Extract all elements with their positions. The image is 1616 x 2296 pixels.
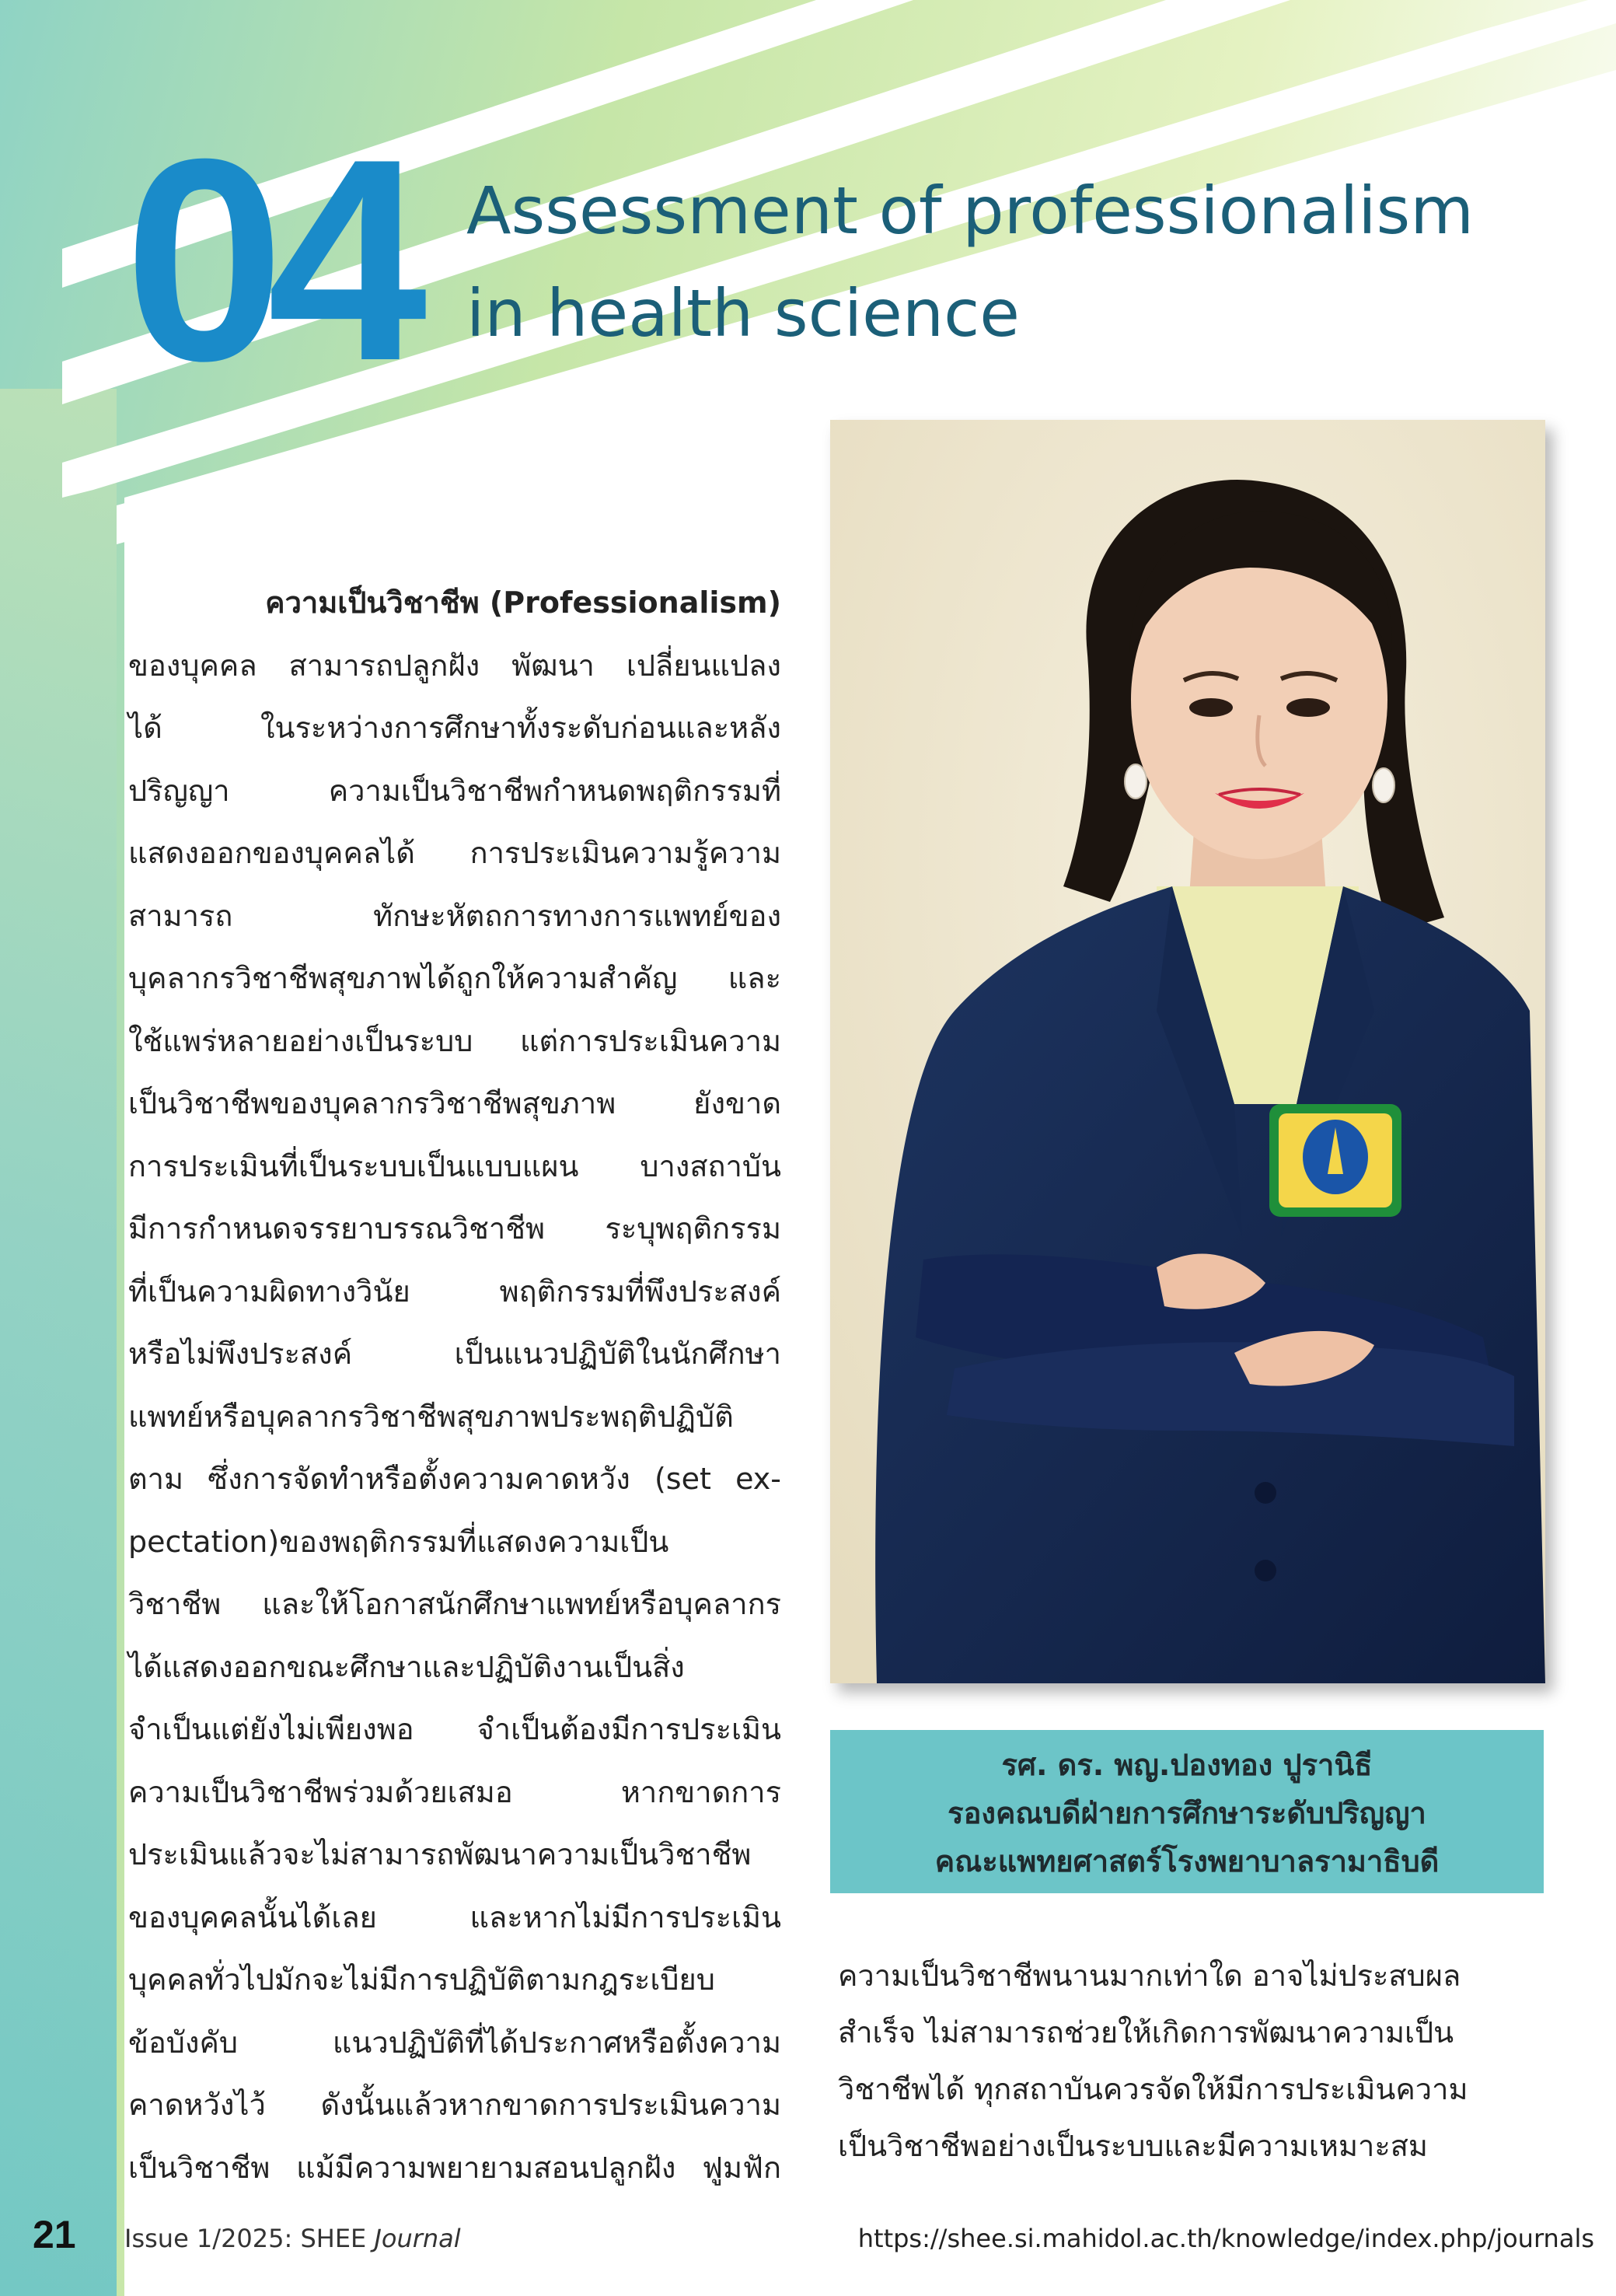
body-line: ที่เป็นความผิดทางวินัย พฤติกรรมที่พึงประสงค์ [128,1274,781,1309]
caption-faculty: คณะแพทยศาสตร์โรงพยาบาลรามาธิบดี [934,1844,1440,1878]
article-title-line-2: in health science [466,275,1020,351]
body-line: หรือไม่พึงประสงค์ เป็นแนวปฏิบัติในนักศึกษา [128,1337,781,1371]
body-line [128,571,781,634]
body-line: ของบุคคล สามารถปลูกฝัง พัฒนา เปลี่ยนแปลง [128,648,781,683]
body-line: ปริญญา ความเป็นวิชาชีพกำหนดพฤติกรรมที่ [128,773,781,808]
body-line: จำเป็นแต่ยังไม่เพียงพอ จำเป็นต้องมีการประเมิน [128,1712,781,1746]
body-line: ใช้แพร่หลายอย่างเป็นระบบ แต่การประเมินความ [128,1023,781,1058]
body-line: แสดงออกของบุคคลได้ การประเมินความรู้ความ [128,836,781,870]
body-line: ได้แสดงออกขณะศึกษาและปฏิบัติงานเป็นสิ่ง [128,1649,685,1684]
article-body-left-column [128,571,781,2199]
article-body-right-column [838,1948,1506,2175]
body-line: การประเมินที่เป็นระบบเป็นแบบแผน บางสถาบัน [128,1148,781,1183]
portrait-photo [830,420,1545,1683]
portrait-illustration [830,420,1545,1683]
journal-url-link[interactable]: https://shee.si.mahidol.ac.th/knowledge/index.php/journals [857,2224,1594,2253]
body-line: pectation)ของพฤติกรรมที่แสดงความเป็น [128,1524,669,1559]
portrait-caption [830,1730,1544,1893]
body-line: สำเร็จ ไม่สามารถช่วยให้เกิดการพัฒนาความเป็น [838,2015,1454,2050]
section-number: 04 [124,100,410,421]
body-line: เป็นวิชาชีพอย่างเป็นระบบและมีความเหมาะสม [838,2129,1428,2163]
faculty-emblem [1269,1104,1401,1217]
caption-name: รศ. ดร. พญ.ปองทอง ปูรานิธี [1001,1748,1373,1782]
body-line: บุคคลทั่วไปมักจะไม่มีการปฏิบัติตามกฎระเบียบ [128,1962,715,1997]
lead-phrase: ความเป็นวิชาชีพ (Professionalism) [265,585,781,620]
journal-word: Journal [374,2224,461,2253]
issue-text: Issue 1/2025: SHEE [124,2224,375,2253]
body-line: ความเป็นวิชาชีพนานมากเท่าใด อาจไม่ประสบผล [838,1959,1461,1993]
body-line: สามารถ ทักษะหัตถการทางการแพทย์ของ [128,898,781,933]
body-line: วิชาชีพ และให้โอกาสนักศึกษาแพทย์หรือบุคลากร [128,1587,781,1621]
body-line: ข้อบังคับ แนวปฏิบัติที่ได้ประกาศหรือตั้งความ [128,2025,781,2060]
body-line: บุคลากรวิชาชีพสุขภาพได้ถูกให้ความสำคัญ และ [128,961,781,995]
body-line: ของบุคคลนั้นได้เลย และหากไม่มีการประเมิน [128,1899,781,1934]
body-line: ได้ ในระหว่างการศึกษาทั้งระดับก่อนและหลัง [128,711,781,745]
page-number: 21 [33,2213,76,2256]
body-line: เป็นวิชาชีพ แม้มีความพยายามสอนปลูกฝัง ฟูมฟัก [128,2150,781,2185]
body-line: วิชาชีพได้ ทุกสถาบันควรจัดให้มีการประเมินความ [838,2072,1468,2106]
article-title-line-1: Assessment of professionalism [466,173,1475,249]
body-line: ความเป็นวิชาชีพร่วมด้วยเสมอ หากขาดการ [128,1774,781,1809]
caption-position: รองคณบดีฝ่ายการศึกษาระดับปริญญา [948,1796,1426,1830]
article-title [466,159,1570,365]
body-line: มีการกำหนดจรรยาบรรณวิชาชีพ ระบุพฤติกรรม [128,1211,781,1246]
body-line: แพทย์หรือบุคลากรวิชาชีพสุขภาพประพฤติปฏิบัติ [128,1399,734,1434]
body-line: คาดหวังไว้ ดังนั้นแล้วหากขาดการประเมินความ [128,2088,781,2122]
body-line: ตาม ซึ่งการจัดทำหรือตั้งความคาดหวัง (set ex- [128,1462,781,1496]
body-line: เป็นวิชาชีพของบุคลากรวิชาชีพสุขภาพ ยังขาด [128,1086,781,1120]
body-line: ประเมินแล้วจะไม่สามารถพัฒนาความเป็นวิชาชีพ [128,1837,752,1871]
issue-label [124,2224,461,2253]
